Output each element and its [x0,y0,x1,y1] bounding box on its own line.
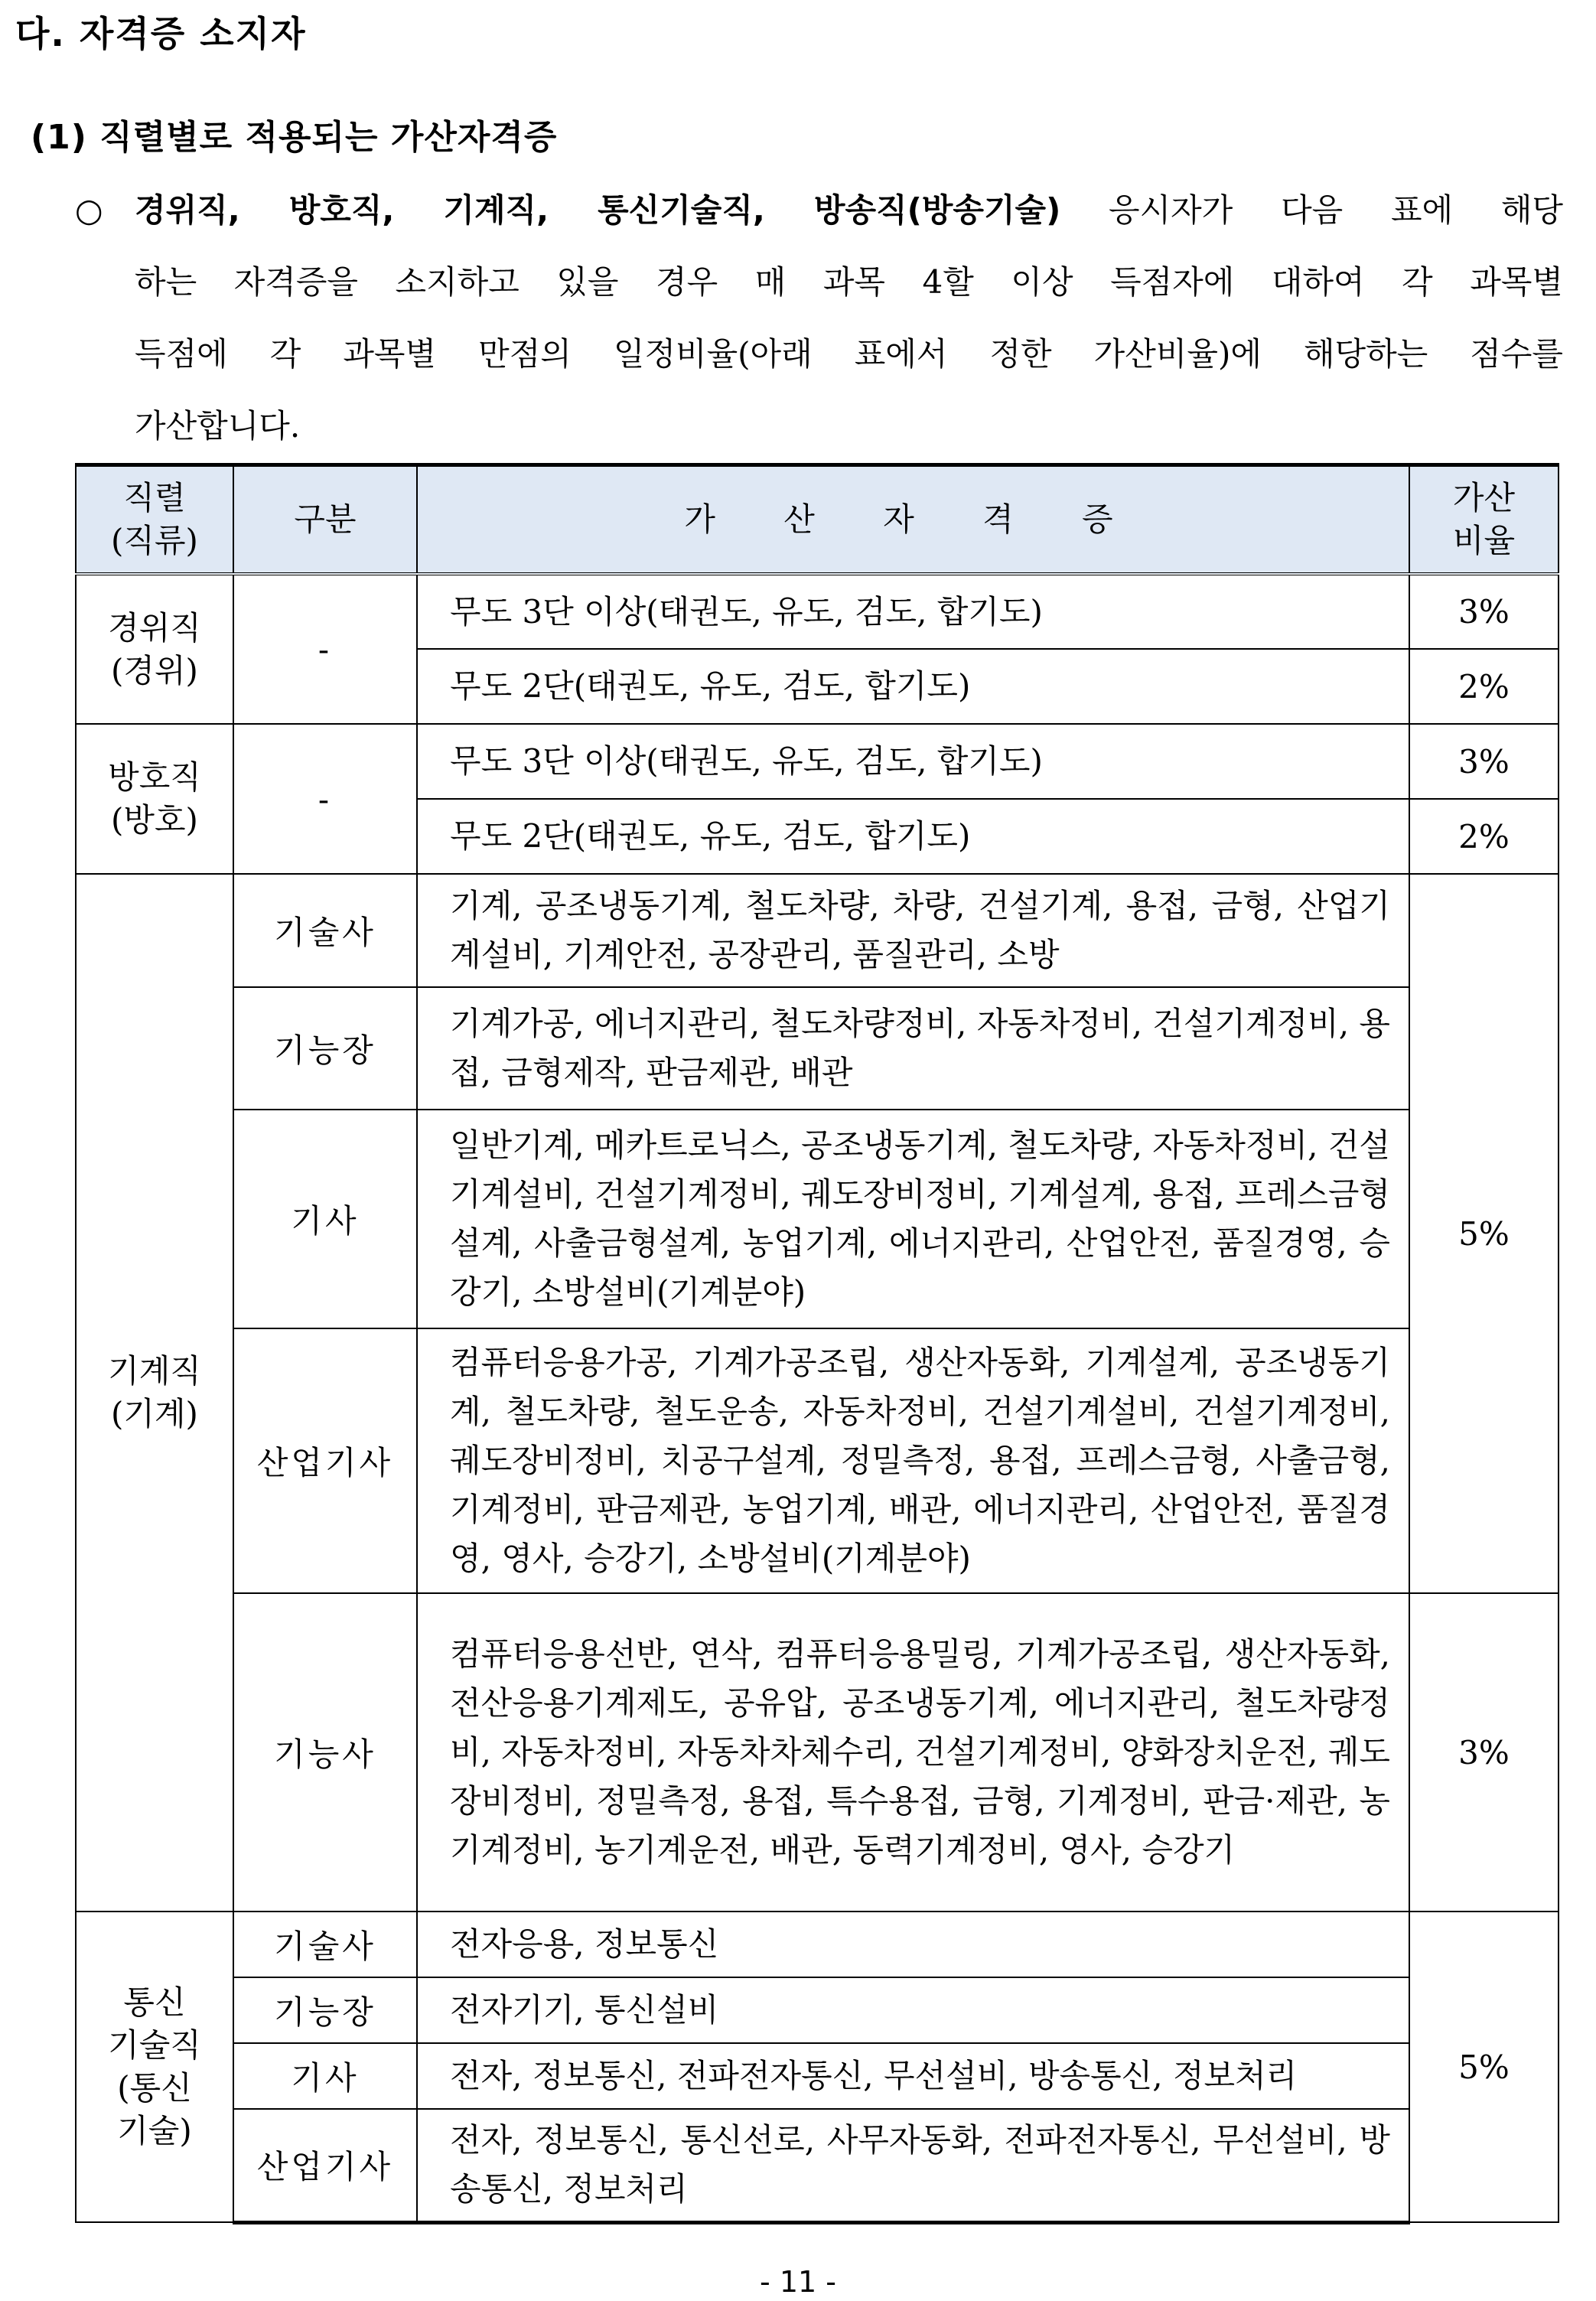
paragraph-lead: 경위직, 방호직, 기계직, 통신기술직, 방송직(방송기술) [135,191,1061,229]
cert-cell: 기계, 공조냉동기계, 철도차량, 차량, 건설기계, 용접, 금형, 산업기계설비, 기계안전, 공장관리, 품질관리, 소방 [417,874,1409,987]
bullet-circle: ○ [75,191,103,229]
category-cell: 기능장 [233,1977,417,2043]
paragraph-line-3: 득점에 각 과목별 만점의 일정비율(아래 표에서 정한 가산비율)에 해당하는 점수를 [135,335,1563,373]
section-heading: 다. 자격증 소지자 [15,13,307,54]
table-row [76,2109,1559,2222]
category-cell: 기사 [233,2043,417,2109]
intro-paragraph [75,174,1563,462]
table-row [76,574,1559,649]
rate-cell: 2% [1409,649,1559,724]
table-row [76,874,1559,987]
table-row [76,1110,1559,1328]
category-cell: 산업기사 [233,1328,417,1593]
paragraph-line1-rest: 응시자가 다음 표에 해당 [1060,191,1563,229]
category-cell: 기술사 [233,1912,417,1977]
cert-cell: 전자기기, 통신설비 [417,1977,1409,2043]
table-header-row [76,465,1559,575]
header-rate: 가산 비율 [1409,465,1559,575]
table-row [76,1593,1559,1912]
rate-cell: 5% [1409,1912,1559,2222]
category-cell: 산업기사 [233,2109,417,2222]
header-job: 직렬 (직류) [76,465,233,575]
header-certificates: 가 산 자 격 증 [417,465,1409,575]
cert-cell: 무도 3단 이상(태권도, 유도, 검도, 합기도) [417,724,1409,799]
rate-cell: 5% [1409,874,1559,1593]
job-cell: 기계직 (기계) [76,874,233,1912]
cert-cell: 무도 2단(태권도, 유도, 검도, 합기도) [417,799,1409,874]
job-cell: 통신 기술직 (통신 기술) [76,1912,233,2222]
cert-cell: 컴퓨터응용가공, 기계가공조립, 생산자동화, 기계설계, 공조냉동기계, 철도차량, 철도운송, 자동차정비, 건설기계설비, 건설기계정비, 궤도장비정비, 치공구설계, 정밀측정, 용접, 프레스금형, 사출금형, 기계정비, 판금제관, 농업기계, 배관, 에너지관리, 산업안전, 품질경영, 영사, 승강기, 소방설비(기계분야) [417,1328,1409,1593]
cert-cell: 전자, 정보통신, 전파전자통신, 무선설비, 방송통신, 정보처리 [417,2043,1409,2109]
category-cell: 기술사 [233,874,417,987]
rate-cell: 3% [1409,574,1559,649]
paragraph-line-4: 가산합니다. [135,407,301,445]
table-row [76,724,1559,799]
table-row [76,2043,1559,2109]
bonus-certificate-table [75,463,1559,2224]
table-row [76,1977,1559,2043]
category-cell: 기능장 [233,987,417,1110]
rate-cell: 3% [1409,724,1559,799]
page-number: - 11 - [760,2265,836,2299]
cert-cell: 무도 2단(태권도, 유도, 검도, 합기도) [417,649,1409,724]
paragraph-line-2: 하는 자격증을 소지하고 있을 경우 매 과목 4할 이상 득점자에 대하여 각 과목별 [135,263,1563,301]
cert-cell: 기계가공, 에너지관리, 철도차량정비, 자동차정비, 건설기계정비, 용접, 금형제작, 판금제관, 배관 [417,987,1409,1110]
cert-cell: 전자응용, 정보통신 [417,1912,1409,1977]
rate-cell: 3% [1409,1593,1559,1912]
paragraph-line-1 [75,174,1563,246]
header-category: 구분 [233,465,417,575]
job-cell: 경위직 (경위) [76,574,233,724]
category-cell: - [233,724,417,874]
cert-cell: 컴퓨터응용선반, 연삭, 컴퓨터응용밀링, 기계가공조립, 생산자동화, 전산응용기계제도, 공유압, 공조냉동기계, 에너지관리, 철도차량정비, 자동차정비, 자동차차체수리, 건설기계정비, 양화장치운전, 궤도장비정비, 정밀측정, 용접, 특수용접, 금형, 기계정비, 판금·제관, 농기계정비, 농기계운전, 배관, 동력기계정비, 영사, 승강기 [417,1593,1409,1912]
cert-cell: 전자, 정보통신, 통신선로, 사무자동화, 전파전자통신, 무선설비, 방송통신, 정보처리 [417,2109,1409,2222]
cert-cell: 일반기계, 메카트로닉스, 공조냉동기계, 철도차량, 자동차정비, 건설기계설비, 건설기계정비, 궤도장비정비, 기계설계, 용접, 프레스금형설계, 사출금형설계, 농업기계, 에너지관리, 산업안전, 품질경영, 승강기, 소방설비(기계분야) [417,1110,1409,1328]
table-row [76,1912,1559,1977]
table-row [76,1328,1559,1593]
subsection-heading: (1) 직렬별로 적용되는 가산자격증 [31,118,558,157]
cert-cell: 무도 3단 이상(태권도, 유도, 검도, 합기도) [417,574,1409,649]
rate-cell: 2% [1409,799,1559,874]
category-cell: 기사 [233,1110,417,1328]
category-cell: - [233,574,417,724]
category-cell: 기능사 [233,1593,417,1912]
table-row [76,987,1559,1110]
job-cell: 방호직 (방호) [76,724,233,874]
